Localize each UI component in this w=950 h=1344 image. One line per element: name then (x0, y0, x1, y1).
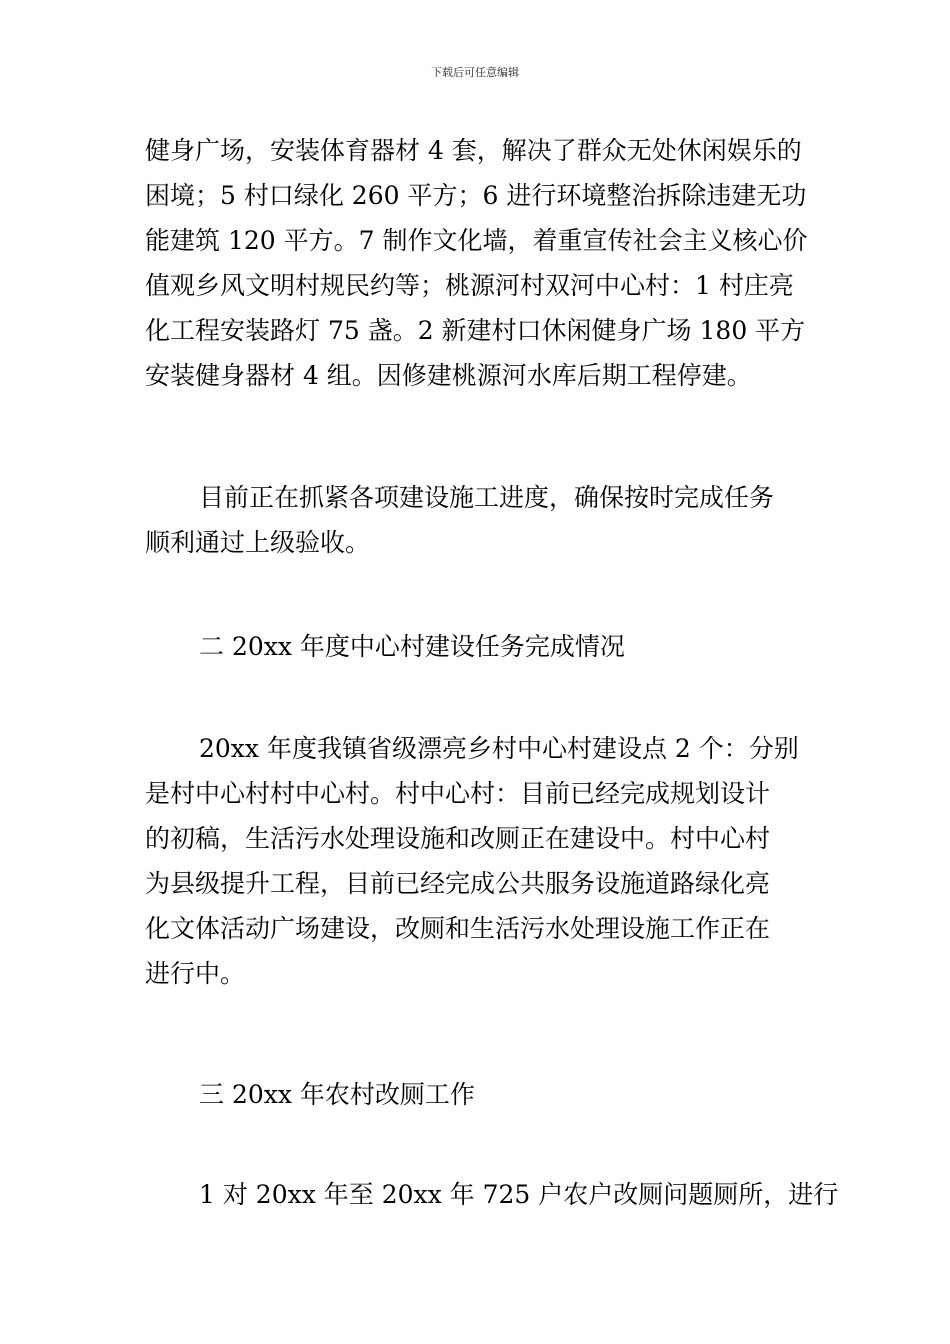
text-line: 化文体活动广场建设，改厕和生活污水处理设施工作正在 (145, 914, 771, 943)
text-line: 的初稿，生活污水处理设施和改厕正在建设中。村中心村 (145, 824, 771, 853)
paragraph-center-village (145, 726, 810, 996)
text-line: 20xx 年度我镇省级漂亮乡村中心村建设点 2 个：分别 (199, 734, 799, 763)
text-line: 能建筑 120 平方。7 制作文化墙，着重宣传社会主义核心价 (145, 226, 808, 255)
text-line: 1 对 20xx 年至 20xx 年 725 户农户改厕问题厕所，进行 (199, 1180, 839, 1209)
text-line: 是村中心村村中心村。村中心村：目前已经完成规划设计 (145, 779, 771, 808)
paragraph-facilities (145, 128, 810, 398)
section-heading-2 (145, 624, 810, 669)
section-heading-text: 二 20xx 年度中心村建设任务完成情况 (199, 632, 625, 661)
text-line: 化工程安装路灯 75 盏。2 新建村口休闲健身广场 180 平方 (145, 316, 806, 345)
paragraph-progress (145, 475, 810, 565)
text-line: 为县级提升工程，目前已经完成公共服务设施道路绿化亮 (145, 869, 771, 898)
text-line: 目前正在抓紧各项建设施工进度，确保按时完成任务 (199, 483, 775, 512)
section-heading-3 (145, 1072, 810, 1117)
text-line: 困境；5 村口绿化 260 平方；6 进行环境整治拆除违建无功 (145, 181, 807, 210)
text-line: 健身广场，安装体育器材 4 套，解决了群众无处休闲娱乐的 (145, 136, 802, 165)
page-header-note: 下载后可任意编辑 (431, 66, 519, 79)
text-line: 进行中。 (145, 959, 246, 988)
text-line: 安装健身器材 4 组。因修建桃源河水库后期工程停建。 (145, 361, 752, 390)
text-line: 值观乡风文明村规民约等；桃源河村双河中心村：1 村庄亮 (145, 271, 794, 300)
section-heading-text: 三 20xx 年农村改厕工作 (199, 1080, 475, 1109)
text-line: 顺利通过上级验收。 (145, 528, 371, 557)
paragraph-toilet-renovation (145, 1172, 839, 1217)
